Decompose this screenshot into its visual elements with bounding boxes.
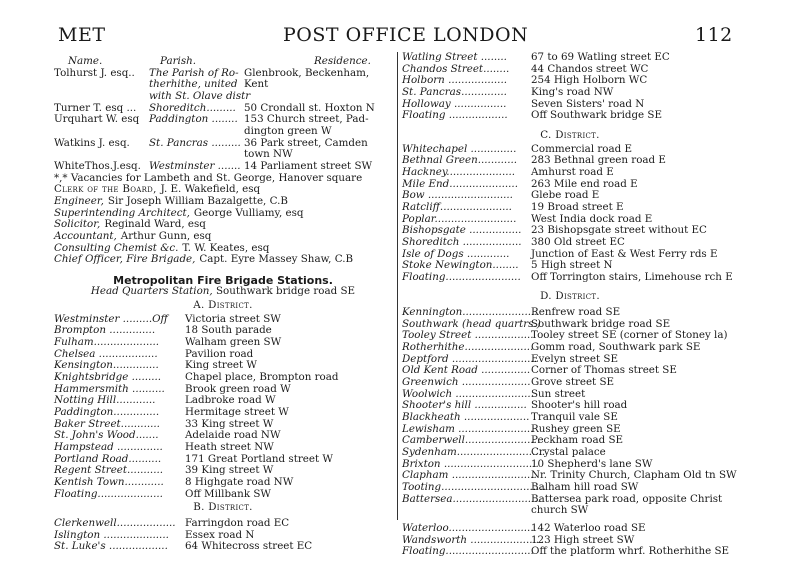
station-address: 18 South parade — [185, 324, 272, 337]
station-address: Farringdon road EC — [185, 516, 290, 529]
station-name: Bow .......................... — [402, 189, 513, 202]
station-name: Battersea........................... — [402, 492, 541, 505]
station-name: Kensington.............. — [54, 359, 159, 372]
station-address: Hermitage street W — [185, 406, 289, 419]
station-name: Notting Hill............ — [54, 394, 156, 407]
running-head-left: MET — [58, 24, 106, 46]
station-name: Sydenham........................... — [402, 446, 546, 458]
officer-name: Arthur Gunn, esq — [120, 229, 212, 242]
station-name: Watling Street ........ — [402, 51, 507, 63]
station-name: Ratcliff...................... — [402, 200, 512, 213]
station-name: St. John's Wood....... — [54, 429, 159, 442]
station-address: 380 Old street EC — [531, 235, 625, 248]
station-address: Pavilion road — [185, 347, 254, 360]
station-name: Shooter's hill ................ — [402, 399, 527, 412]
station-name: Kentish Town............ — [54, 475, 164, 488]
station-row — [402, 377, 738, 389]
officer-row — [54, 231, 392, 243]
station-name: Tooting................................ — [402, 480, 546, 493]
station-name: Hammersmith .......... — [54, 382, 165, 395]
station-name: Chandos Street........ — [402, 62, 510, 75]
station-address: 39 King street W — [185, 464, 274, 477]
station-name: Brixton ............................. — [402, 457, 539, 470]
station-name: Brompton .............. — [54, 324, 156, 337]
officers-list — [54, 184, 392, 266]
station-address: Off Southwark bridge SE — [531, 109, 662, 122]
member-residence: Kent — [244, 78, 269, 91]
station-address: Heath street NW — [185, 441, 274, 453]
station-address: 33 King street W — [185, 417, 274, 430]
station-row — [54, 518, 392, 530]
station-name: Woolwich ........................ — [402, 387, 534, 400]
station-name: Greenwich ..................... — [402, 376, 531, 389]
station-row — [54, 407, 392, 419]
station-row — [402, 52, 738, 64]
member-residence: town NW — [244, 148, 293, 161]
station-address: Essex road N — [185, 528, 255, 541]
column-divider — [397, 52, 398, 520]
station-name: Fulham.................... — [54, 336, 160, 349]
station-row — [402, 412, 738, 424]
station-address: Seven Sisters' road N — [531, 97, 645, 110]
station-address: Ladbroke road W — [185, 394, 276, 407]
member-parish — [149, 126, 244, 138]
member-name: Turner T. esq ... — [54, 101, 137, 114]
station-address: Crystal palace — [531, 446, 606, 458]
member-residence: 153 Church street, Pad- — [244, 113, 369, 126]
hq-label: Head Quarters Station, — [90, 285, 213, 298]
member-row — [54, 161, 392, 173]
station-name: Stoke Newington........ — [402, 259, 519, 272]
station-name: Isle of Dogs ............. — [402, 247, 510, 260]
station-name: Blackheath .................... — [402, 411, 530, 424]
member-row — [54, 126, 392, 138]
member-row — [54, 114, 392, 126]
station-row — [402, 505, 738, 517]
officer-role: Engineer, — [54, 194, 104, 207]
station-address: Walham green SW — [185, 336, 282, 349]
station-address: 10 Shepherd's lane SW — [531, 457, 653, 470]
officer-role: Consulting Chemist &c. — [54, 241, 179, 254]
station-row — [402, 110, 738, 122]
station-name: Bethnal Green............ — [402, 154, 518, 167]
member-name — [54, 91, 149, 103]
station-address: King street W — [185, 359, 258, 372]
station-address: 5 High street N — [531, 259, 613, 272]
station-row — [54, 372, 392, 384]
station-address: Renfrew road SE — [531, 306, 621, 319]
station-row — [402, 523, 738, 535]
station-row — [402, 237, 738, 249]
right-top-list — [402, 52, 738, 122]
station-address: 8 Highgate road NW — [185, 475, 294, 488]
member-name — [54, 79, 149, 91]
station-address: Balham hill road SW — [531, 480, 639, 493]
district-c-heading: C. District. — [540, 128, 600, 141]
member-residence: 36 Park street, Camden — [244, 136, 368, 149]
header-name: Name. — [68, 55, 103, 67]
station-name: Whitechapel .............. — [402, 142, 517, 155]
station-name: Westminster .........Off — [54, 312, 168, 325]
station-name: Baker Street............ — [54, 417, 160, 430]
station-address: 171 Great Portland street W — [185, 452, 333, 465]
station-address: Off Millbank SW — [185, 487, 271, 500]
member-name: Tolhurst J. esq.. — [54, 66, 135, 79]
station-name: Camberwell....................... — [402, 434, 541, 447]
left-column — [54, 56, 392, 553]
header-parish: Parish. — [160, 55, 197, 67]
station-name: Clerkenwell.................. — [54, 516, 176, 529]
station-name: St. Pancras.............. — [402, 85, 507, 98]
station-name: Kennington....................... — [402, 306, 538, 319]
member-row — [54, 91, 392, 103]
officer-name: Reginald Ward, esq — [104, 218, 206, 231]
station-address: 19 Broad street E — [531, 200, 624, 213]
member-row — [54, 138, 392, 150]
station-row — [402, 342, 738, 354]
station-row — [54, 337, 392, 349]
officer-name: Sir Joseph William Bazalgette, C.B — [107, 194, 288, 207]
station-address: Gomm road, Southwark park SE — [531, 341, 701, 354]
station-name: Deptford .......................... — [402, 352, 537, 365]
station-address: church SW — [531, 504, 589, 517]
member-parish: St. Pancras ......... — [149, 136, 241, 149]
column-headers — [54, 56, 392, 68]
station-name: Hampstead .............. — [54, 441, 163, 453]
station-address: 67 to 69 Watling street EC — [531, 51, 670, 63]
member-parish: Shoreditch......... — [149, 101, 236, 114]
station-name: Floating....................... — [402, 270, 521, 283]
station-name: Tooley Street .................. — [402, 329, 534, 342]
station-name: Regent Street........... — [54, 464, 164, 477]
station-name: Hackney..................... — [402, 165, 516, 178]
station-row — [402, 546, 738, 558]
station-name: Rotherhithe..................... — [402, 341, 534, 354]
district-b-heading: B. District. — [193, 501, 253, 514]
station-address: 64 Whitecross street EC — [185, 540, 313, 553]
officer-role: Superintending Architect, — [54, 206, 190, 219]
station-address: Commercial road E — [531, 142, 633, 155]
station-address: 142 Waterloo road SE — [531, 521, 646, 534]
station-address: 263 Mile end road E — [531, 177, 638, 190]
station-name: Mile End..................... — [402, 177, 518, 190]
member-residence: dington green W — [244, 124, 332, 137]
station-name: Holborn .................. — [402, 74, 508, 87]
station-address: Rushey green SE — [531, 422, 621, 435]
member-name: Watkins J. esq. — [54, 136, 130, 149]
station-address: Shooter's hill road — [531, 399, 628, 412]
member-parish: with St. Olave distr — [149, 89, 251, 102]
station-row — [54, 477, 392, 489]
station-address: Tooley street SE (corner of Stoney la) — [531, 329, 728, 342]
station-address: Grove street SE — [531, 376, 615, 389]
vacancies-note: *,* Vacancies for Lambeth and St. George, Hanover square — [54, 171, 363, 184]
station-address: Victoria street SW — [185, 312, 281, 325]
station-name: Old Kent Road ............... — [402, 364, 531, 377]
station-name: Waterloo.......................... — [402, 521, 534, 534]
station-name — [402, 505, 528, 517]
officer-role: Solicitor, — [54, 218, 101, 231]
station-name: St. Luke's .................. — [54, 540, 168, 553]
station-name: Floating........................... — [402, 545, 534, 558]
station-address: Amhurst road E — [531, 165, 614, 178]
station-address: West India dock road E — [531, 212, 653, 225]
member-residence: 50 Crondall st. Hoxton N — [244, 101, 375, 114]
station-name: Portland Road.......... — [54, 452, 162, 465]
district-a-list — [54, 314, 392, 501]
members-list — [54, 68, 392, 173]
station-row — [402, 167, 738, 179]
station-row — [402, 202, 738, 214]
station-row — [402, 447, 738, 459]
station-address: 123 High street SW — [531, 533, 635, 546]
district-a-heading: A. District. — [193, 299, 253, 312]
station-name: Southwark (head quartrs.) — [402, 317, 541, 330]
district-d-heading: D. District. — [540, 290, 600, 303]
running-head-title: POST OFFICE LONDON — [283, 24, 529, 46]
member-parish: Westminster ....... — [149, 159, 241, 172]
page-number: 112 — [695, 24, 733, 46]
station-address: Nr. Trinity Church, Clapham Old tn SW — [531, 469, 737, 482]
station-row — [402, 87, 738, 99]
station-address: Corner of Thomas street SE — [531, 364, 677, 377]
officer-name: George Vulliamy, esq — [193, 206, 304, 219]
station-address: Evelyn street SE — [531, 352, 618, 365]
station-address: Junction of East & West Ferry rds E — [531, 247, 718, 260]
station-row — [402, 272, 738, 284]
member-residence: Glenbrook, Beckenham, — [244, 66, 370, 79]
station-address: Brook green road W — [185, 382, 291, 395]
station-address: Adelaide road NW — [185, 429, 281, 442]
officer-name: J. E. Wakefield, esq — [160, 183, 261, 196]
district-d-list — [402, 307, 738, 517]
member-parish: Paddington ........ — [149, 113, 238, 126]
right-bottom-list — [402, 523, 738, 558]
station-row — [54, 489, 392, 501]
right-column — [402, 52, 738, 558]
fire-brigade-title: Metropolitan Fire Brigade Stations. — [113, 273, 333, 287]
station-name: Bishopsgate ................ — [402, 224, 522, 237]
station-name: Paddington.............. — [54, 406, 160, 419]
station-address: Battersea park road, opposite Christ — [531, 492, 723, 505]
station-address: Off Torrington stairs, Limehouse rch E — [531, 270, 733, 283]
station-address: Peckham road SE — [531, 434, 624, 447]
station-name: Knightsbridge ......... — [54, 371, 162, 384]
station-row — [402, 482, 738, 494]
station-name: Holloway ................ — [402, 97, 507, 110]
member-name: Urquhart W. esq — [54, 113, 140, 126]
officer-name: T. W. Keates, esq — [182, 241, 270, 254]
station-address: Sun street — [531, 387, 586, 400]
officer-role: Chief Officer, Fire Brigade, — [54, 253, 196, 266]
station-name: Clapham .......................... — [402, 469, 537, 482]
member-name: WhiteThos.J.esq. — [54, 159, 141, 172]
district-b-list — [54, 518, 392, 553]
station-name: Poplar......................... — [402, 212, 517, 225]
hq-value: Southwark bridge road SE — [215, 285, 356, 298]
station-address: 254 High Holborn WC — [531, 74, 648, 87]
station-name: Chelsea .................. — [54, 347, 158, 360]
member-residence: 14 Parliament street SW — [244, 159, 373, 172]
station-address: King's road NW — [531, 85, 614, 98]
member-name — [54, 126, 149, 138]
station-name: Floating.................... — [54, 487, 163, 500]
hq-line — [54, 286, 392, 298]
station-address: 283 Bethnal green road E — [531, 154, 666, 167]
officer-name: Capt. Eyre Massey Shaw, C.B — [199, 253, 354, 266]
district-c-list — [402, 144, 738, 284]
header-residence: Residence. — [314, 55, 371, 67]
station-name: Floating .................. — [402, 109, 508, 122]
station-address: Off the platform whrf. Rotherhithe SE — [531, 545, 730, 558]
station-address: Southwark bridge road SE — [531, 317, 671, 330]
member-parish: therhithe, united — [149, 78, 238, 91]
station-row — [54, 442, 392, 454]
station-address: 44 Chandos street WC — [531, 62, 649, 75]
station-name: Lewisham ....................... — [402, 422, 534, 435]
station-address: Glebe road E — [531, 189, 600, 202]
station-name: Wandsworth ..................... — [402, 533, 540, 546]
station-name: Islington .................... — [54, 528, 169, 541]
officer-row — [54, 254, 392, 266]
station-address: 23 Bishopsgate street without EC — [531, 224, 707, 237]
station-address: Tranquil vale SE — [531, 411, 618, 424]
member-parish: The Parish of Ro- — [149, 66, 239, 79]
officer-row — [54, 196, 392, 208]
officer-role: Accountant, — [54, 229, 117, 242]
station-address: Chapel place, Brompton road — [185, 371, 339, 384]
officer-role: Clerk of the Board, — [54, 183, 157, 196]
station-row — [54, 541, 392, 553]
station-name: Shoreditch .................. — [402, 235, 522, 248]
